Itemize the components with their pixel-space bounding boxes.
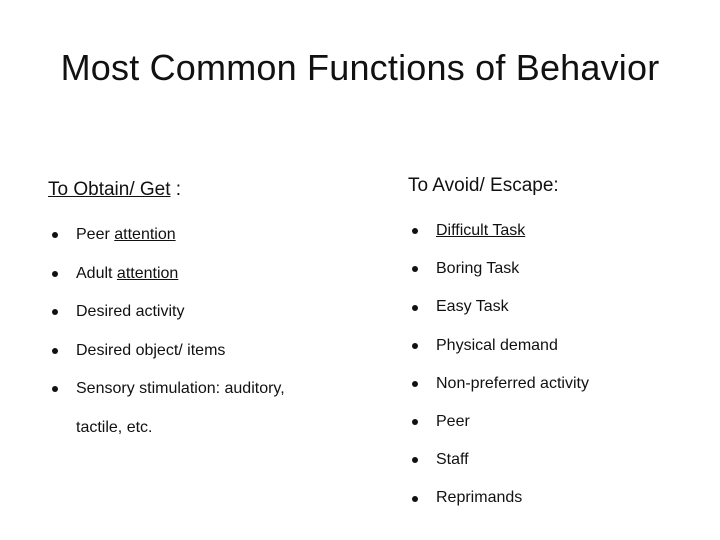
avoid-list [408, 212, 708, 518]
item-text: Physical demand [436, 336, 558, 354]
bullet-icon [52, 232, 58, 238]
bullet-icon [52, 271, 58, 277]
bullet-icon [52, 309, 58, 315]
obtain-list [48, 216, 348, 447]
list-item [408, 441, 708, 479]
bullet-icon [52, 348, 58, 354]
bullet-icon [412, 228, 418, 234]
list-item [48, 255, 348, 294]
bullet-icon [412, 419, 418, 425]
obtain-heading [48, 176, 348, 204]
list-item [408, 327, 708, 365]
item-text: Peer [436, 413, 470, 431]
item-text: Non-preferred activity [436, 374, 589, 392]
bullet-icon [412, 266, 418, 272]
item-text: Adult [76, 264, 117, 282]
item-text: Peer [76, 226, 115, 243]
bullet-icon [412, 381, 418, 387]
list-item [48, 216, 348, 255]
list-item [48, 332, 348, 371]
item-text: Reprimands [436, 489, 523, 507]
list-item [408, 365, 708, 403]
item-underlined-text: attention [114, 226, 176, 243]
list-item [48, 293, 348, 332]
bullet-icon [412, 457, 418, 463]
item-underlined-text: Difficult Task [436, 222, 526, 239]
item-underlined-text: attention [116, 264, 179, 282]
item-text: Desired activity [76, 303, 185, 320]
list-item [408, 403, 708, 441]
item-text-line-1: Sensory stimulation: auditory, [76, 380, 285, 397]
item-text: Boring Task [436, 260, 520, 278]
obtain-column [48, 172, 348, 447]
item-text-line-2: tactile, etc. [76, 418, 153, 436]
item-text: Desired object/ items [76, 341, 226, 359]
bullet-icon [412, 305, 418, 311]
bullet-icon [412, 343, 418, 349]
list-item [408, 479, 708, 517]
bullet-icon [52, 386, 58, 392]
list-item [408, 288, 708, 326]
list-item [48, 370, 348, 447]
list-item [408, 250, 708, 288]
item-text: Staff [436, 451, 469, 469]
avoid-column [408, 172, 708, 518]
obtain-heading-text: To Obtain/ Get [48, 179, 171, 200]
avoid-heading: To Avoid/ Escape: [408, 175, 559, 196]
bullet-icon [412, 496, 418, 502]
obtain-heading-colon: : [175, 179, 182, 200]
slide-title: Most Common Functions of Behavior [60, 47, 660, 88]
item-text: Easy Task [436, 298, 509, 316]
list-item [408, 212, 708, 250]
